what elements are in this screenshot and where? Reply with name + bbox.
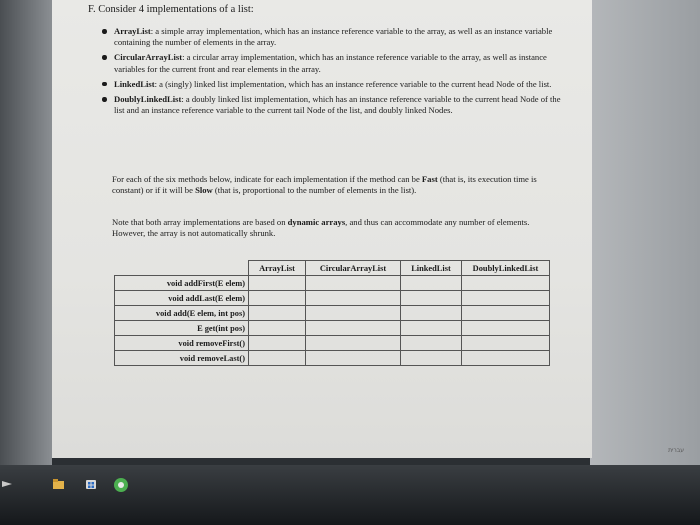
store-icon[interactable] [84, 477, 98, 491]
answer-cell[interactable] [462, 291, 550, 306]
column-header: DoublyLinkedList [462, 261, 550, 276]
method-label: void removeFirst() [115, 336, 249, 351]
desk-background-left [0, 0, 52, 470]
windows-edge-icon[interactable] [0, 477, 14, 491]
column-header: LinkedList [401, 261, 462, 276]
answer-cell[interactable] [249, 276, 306, 291]
method-label: void addLast(E elem) [115, 291, 249, 306]
answer-cell[interactable] [462, 276, 550, 291]
table-row [115, 336, 550, 351]
answer-cell[interactable] [462, 336, 550, 351]
list-item [114, 26, 566, 48]
column-header: CircularArrayList [306, 261, 401, 276]
fast-keyword: Fast [421, 174, 438, 184]
bullet-icon [102, 82, 107, 87]
implementation-name: DoublyLinkedList [114, 94, 182, 105]
answer-cell[interactable] [249, 336, 306, 351]
bullet-icon [102, 97, 107, 102]
answer-cell[interactable] [401, 321, 462, 336]
question-heading: F. Consider 4 implementations of a list: [88, 4, 254, 15]
corner-cell [115, 261, 249, 276]
implementation-description: : a simple array implementation, which has an instance reference variable to the array, as well as an instance variable containing the number of elements in the array. [114, 26, 553, 48]
method-label: void add(E elem, int pos) [115, 306, 249, 321]
table-row [115, 306, 550, 321]
answer-cell[interactable] [401, 351, 462, 366]
taskbar [0, 465, 700, 525]
file-explorer-icon[interactable] [52, 477, 66, 491]
list-item [114, 94, 566, 116]
answer-cell[interactable] [306, 321, 401, 336]
implementation-description: : a (singly) linked list implementation, which has an instance reference variable to the current head Node of the list. [154, 78, 552, 89]
answer-cell[interactable] [401, 291, 462, 306]
answer-cell[interactable] [249, 306, 306, 321]
method-label: void addFirst(E elem) [115, 276, 249, 291]
implementation-description: : a circular array implementation, which has an instance reference variable to the array, as well as instance variables for the current front and rear elements in the array. [114, 52, 547, 74]
answer-cell[interactable] [462, 351, 550, 366]
answer-cell[interactable] [401, 276, 462, 291]
table-header-row [115, 261, 550, 276]
column-header: ArrayList [249, 261, 306, 276]
instructions-paragraph: For each of the six methods below, indicate for each implementation if the method can be Fast (that is, its execution time is constant) or if it will be Slow (that is, proportional to the number of elements in the list). [112, 174, 537, 196]
note-paragraph: Note that both array implementations are based on dynamic arrays, and thus can accommodate any number of elements. However, the array is not automatically shrunk. [112, 217, 530, 239]
table-row [115, 321, 550, 336]
chrome-icon[interactable] [113, 477, 129, 493]
answer-cell[interactable] [306, 351, 401, 366]
answer-cell[interactable] [306, 306, 401, 321]
desk-background-right [590, 0, 700, 470]
system-tray-text: עברית [668, 447, 684, 454]
implementation-name: ArrayList [114, 26, 151, 36]
table-row [115, 291, 550, 306]
answer-cell[interactable] [306, 291, 401, 306]
paper-sheet [52, 0, 592, 458]
answer-table [114, 260, 550, 366]
answer-cell[interactable] [306, 276, 401, 291]
table-row [115, 276, 550, 291]
bullet-icon [102, 29, 107, 34]
method-label: void removeLast() [115, 351, 249, 366]
answer-cell[interactable] [401, 336, 462, 351]
implementation-name: CircularArrayList [114, 52, 183, 63]
answer-cell[interactable] [401, 306, 462, 321]
bullet-icon [102, 55, 107, 60]
implementation-name: LinkedList [114, 78, 155, 89]
table-row [115, 351, 550, 366]
answer-cell[interactable] [249, 291, 306, 306]
implementation-description: : a doubly linked list implementation, which has an instance reference variable to the current head Node of the list and an instance reference variable to the current tail Node of the list, and doubly linked Nodes. [114, 94, 561, 116]
answer-cell[interactable] [306, 336, 401, 351]
answer-cell[interactable] [462, 321, 550, 336]
answer-cell[interactable] [249, 351, 306, 366]
answer-cell[interactable] [249, 321, 306, 336]
slow-keyword: Slow [195, 185, 213, 196]
dynamic-arrays-keyword: dynamic arrays [287, 217, 346, 227]
method-label: E get(int pos) [115, 321, 249, 336]
list-item [114, 52, 566, 74]
implementation-list [114, 26, 566, 120]
list-item [114, 79, 566, 90]
answer-cell[interactable] [462, 306, 550, 321]
